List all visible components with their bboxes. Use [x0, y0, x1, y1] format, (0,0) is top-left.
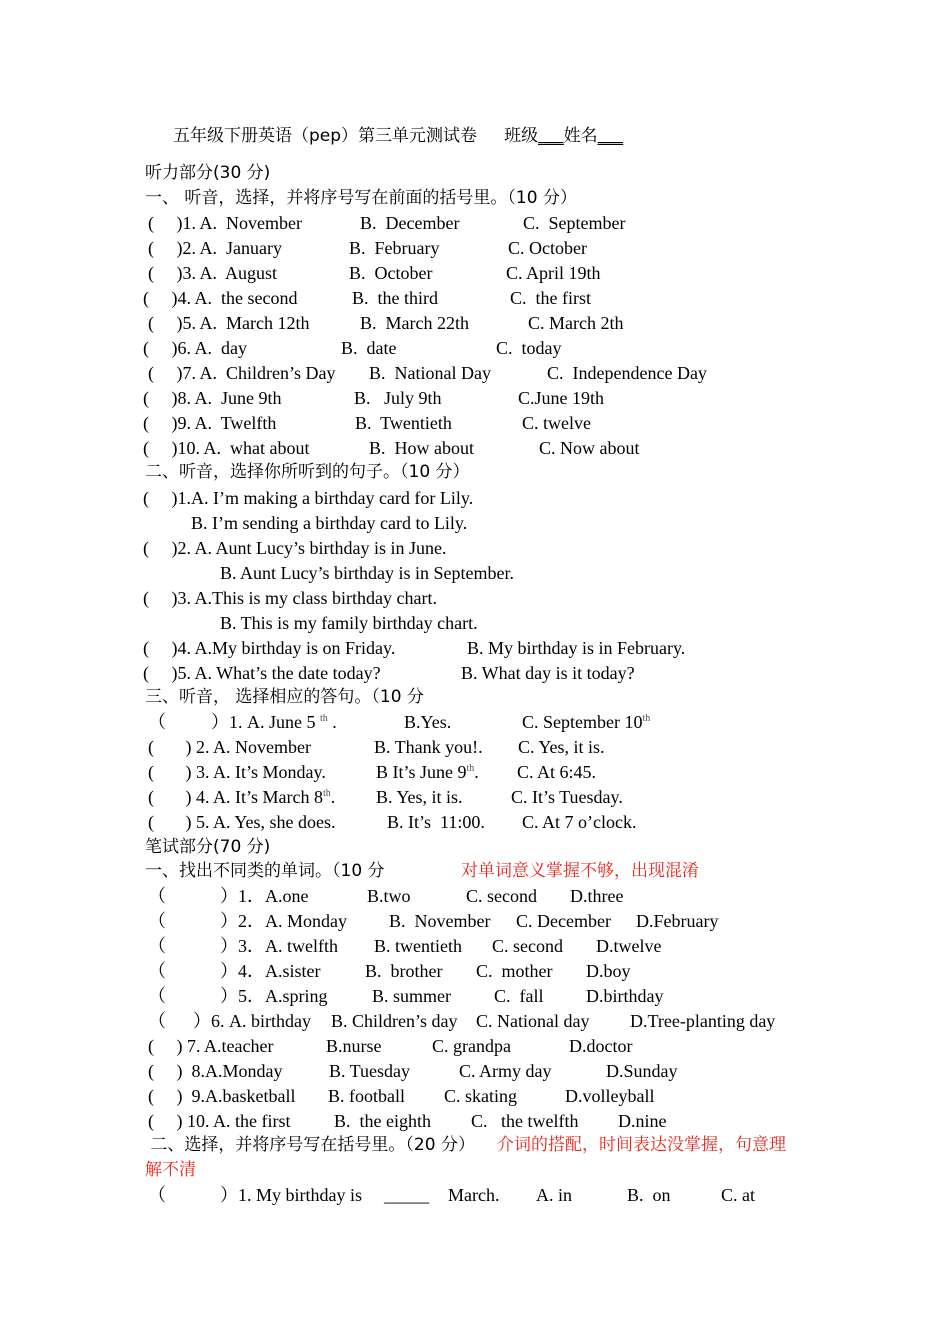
- option-text: B. Children’s day: [331, 1011, 458, 1031]
- option-text: B. National Day: [369, 363, 491, 383]
- option-text: C. Army day: [459, 1061, 552, 1081]
- written-header: 笔试部分(70 分): [145, 837, 271, 857]
- option-text: C. at: [721, 1185, 755, 1205]
- option-text: B. December: [360, 213, 460, 233]
- option-text: （ ）1．A.one: [148, 886, 309, 906]
- option-text: B. Tuesday: [329, 1061, 411, 1081]
- option-text: B. What day is it today?: [461, 663, 635, 683]
- option-text: C. At 6:45.: [517, 762, 597, 782]
- option-text: March.: [448, 1185, 500, 1205]
- option-text: ( )4. A. the second: [143, 288, 298, 308]
- option-text: C. mother: [476, 961, 553, 981]
- option-text: ( )10. A. what about: [143, 438, 310, 458]
- option-text: ( ) 8.A.Monday: [148, 1061, 283, 1081]
- ordinal-suffix: th: [642, 713, 651, 724]
- option-text: C. today: [496, 338, 562, 358]
- option-text: B. brother: [365, 961, 443, 981]
- option-text: B. twentieth: [374, 936, 462, 956]
- option-text: ( ) 2. A. November: [148, 737, 311, 757]
- option-text: C. Independence Day: [547, 363, 707, 383]
- option-text: B It’s June 9th.: [376, 762, 479, 782]
- option-text: B.two: [367, 886, 411, 906]
- option-text: ( )3. A. August: [148, 263, 278, 283]
- option-text: C. December: [516, 911, 611, 931]
- option-text: B. My birthday is in February.: [467, 638, 686, 658]
- option-text: B. football: [328, 1086, 405, 1106]
- option-text: （ ）1. A. June 5 $^{th}$ .: [148, 712, 337, 732]
- teacher-note: 对单词意义掌握不够，出现混淆: [461, 861, 699, 881]
- option-text: （ ）6. A. birthday: [148, 1011, 311, 1031]
- option-text: B.nurse: [326, 1036, 382, 1056]
- section-3-heading: 三、听音， 选择相应的答句。（10 分: [145, 687, 424, 707]
- teacher-note-continued: 解不清: [145, 1160, 196, 1180]
- option-text: D.twelve: [596, 936, 662, 956]
- option-text: ( )5. A. What’s the date today?: [143, 663, 381, 683]
- option-text: A. in: [536, 1185, 572, 1205]
- option-text: ( ) 10. A. the first: [148, 1111, 291, 1131]
- list-item: B. Aunt Lucy’s birthday is in September.: [220, 563, 514, 583]
- option-text: C.June 19th: [518, 388, 605, 408]
- option-text: D.birthday: [586, 986, 664, 1006]
- option-text: C. the twelfth: [471, 1111, 579, 1131]
- option-text: B. October: [349, 263, 433, 283]
- option-text: D.volleyball: [565, 1086, 655, 1106]
- option-text: D.February: [636, 911, 719, 931]
- option-text: B. date: [341, 338, 397, 358]
- listening-header: 听力部分(30 分): [145, 163, 271, 183]
- option-text: B. Yes, it is.: [376, 787, 463, 807]
- option-text: C. National day: [476, 1011, 590, 1031]
- option-text: B. the eighth: [334, 1111, 431, 1131]
- list-item: B. This is my family birthday chart.: [220, 613, 478, 633]
- option-text: ( )6. A. day: [143, 338, 247, 358]
- option-text: C. September 10th: [522, 712, 651, 732]
- answer-blank: _____: [384, 1185, 429, 1205]
- option-text: B. summer: [372, 986, 451, 1006]
- option-text: C. grandpa: [432, 1036, 511, 1056]
- option-text: B.Yes.: [404, 712, 452, 732]
- written-2-heading: 二、选择，并将序号写在括号里。（20 分）: [145, 1135, 475, 1155]
- option-text: ( )1. A. November: [148, 213, 302, 233]
- ordinal-suffix: th: [320, 713, 328, 724]
- option-text: ( )2. A. January: [148, 238, 282, 258]
- option-text: ( ) 3. A. It’s Monday.: [148, 762, 326, 782]
- option-text: B. on: [627, 1185, 671, 1205]
- option-text: ( )8. A. June 9th: [143, 388, 282, 408]
- option-text: B. March 22th: [360, 313, 469, 333]
- list-item: ( )3. A.This is my class birthday chart.: [143, 588, 437, 608]
- option-text: C. second: [466, 886, 537, 906]
- option-text: C. It’s Tuesday.: [511, 787, 623, 807]
- option-text: ( )9. A. Twelfth: [143, 413, 277, 433]
- option-text: C. twelve: [522, 413, 591, 433]
- option-text: （ ）2．A. Monday: [148, 911, 347, 931]
- option-text: ( ) 7. A.teacher: [148, 1036, 274, 1056]
- option-text: C. At 7 o’clock.: [522, 812, 637, 832]
- ordinal-suffix: th: [322, 788, 331, 799]
- option-text: C. the first: [510, 288, 591, 308]
- written-1-heading: 一、找出不同类的单词。（10 分: [145, 861, 385, 881]
- option-text: D.nine: [618, 1111, 667, 1131]
- teacher-note: 介词的搭配，时间表达没掌握，句意理: [497, 1135, 786, 1155]
- option-text: B. July 9th: [354, 388, 442, 408]
- option-text: B. the third: [352, 288, 438, 308]
- option-text: （ ）4．A.sister: [148, 961, 321, 981]
- option-text: D.Tree-planting day: [630, 1011, 776, 1031]
- option-text: C. Now about: [539, 438, 640, 458]
- option-text: （ ）5．A.spring: [148, 986, 328, 1006]
- option-text: C. March 2th: [528, 313, 624, 333]
- option-text: B. February: [349, 238, 440, 258]
- option-text: C. April 19th: [506, 263, 601, 283]
- option-text: B. Thank you!.: [374, 737, 483, 757]
- option-text: （ ）1. My birthday is: [148, 1185, 362, 1205]
- option-text: C. skating: [444, 1086, 518, 1106]
- option-text: B. It’s 11:00.: [387, 812, 485, 832]
- option-text: ( ) 9.A.basketball: [148, 1086, 296, 1106]
- option-text: B. Twentieth: [355, 413, 452, 433]
- option-text: D.three: [570, 886, 624, 906]
- option-text: C. second: [492, 936, 563, 956]
- list-item: ( )1.A. I’m making a birthday card for Lily.: [143, 488, 474, 508]
- list-item: B. I’m sending a birthday card to Lily.: [191, 513, 468, 533]
- option-text: （ ）3．A. twelfth: [148, 936, 338, 956]
- section-2-heading: 二、听音，选择你所听到的句子。（10 分）: [145, 462, 470, 482]
- option-text: ( ) 5. A. Yes, she does.: [148, 812, 336, 832]
- option-text: B. November: [389, 911, 491, 931]
- option-text: C. October: [508, 238, 587, 258]
- option-text: B. How about: [369, 438, 474, 458]
- option-text: ( ) 4. A. It’s March 8th.: [148, 787, 336, 807]
- option-text: D.Sunday: [606, 1061, 678, 1081]
- option-text: C. fall: [494, 986, 544, 1006]
- section-1-heading: 一、 听音，选择，并将序号写在前面的括号里。（10 分）: [145, 188, 577, 208]
- ordinal-suffix: th: [466, 763, 475, 774]
- option-text: ( )7. A. Children’s Day: [148, 363, 336, 383]
- option-text: C. Yes, it is.: [518, 737, 605, 757]
- page-title: 五年级下册英语（pep）第三单元测试卷 班级___姓名___: [173, 126, 624, 146]
- option-text: D.boy: [586, 961, 631, 981]
- list-item: ( )2. A. Aunt Lucy’s birthday is in June.: [143, 538, 447, 558]
- option-text: D.doctor: [569, 1036, 633, 1056]
- option-text: C. September: [523, 213, 626, 233]
- option-text: ( )4. A.My birthday is on Friday.: [143, 638, 396, 658]
- option-text: ( )5. A. March 12th: [148, 313, 310, 333]
